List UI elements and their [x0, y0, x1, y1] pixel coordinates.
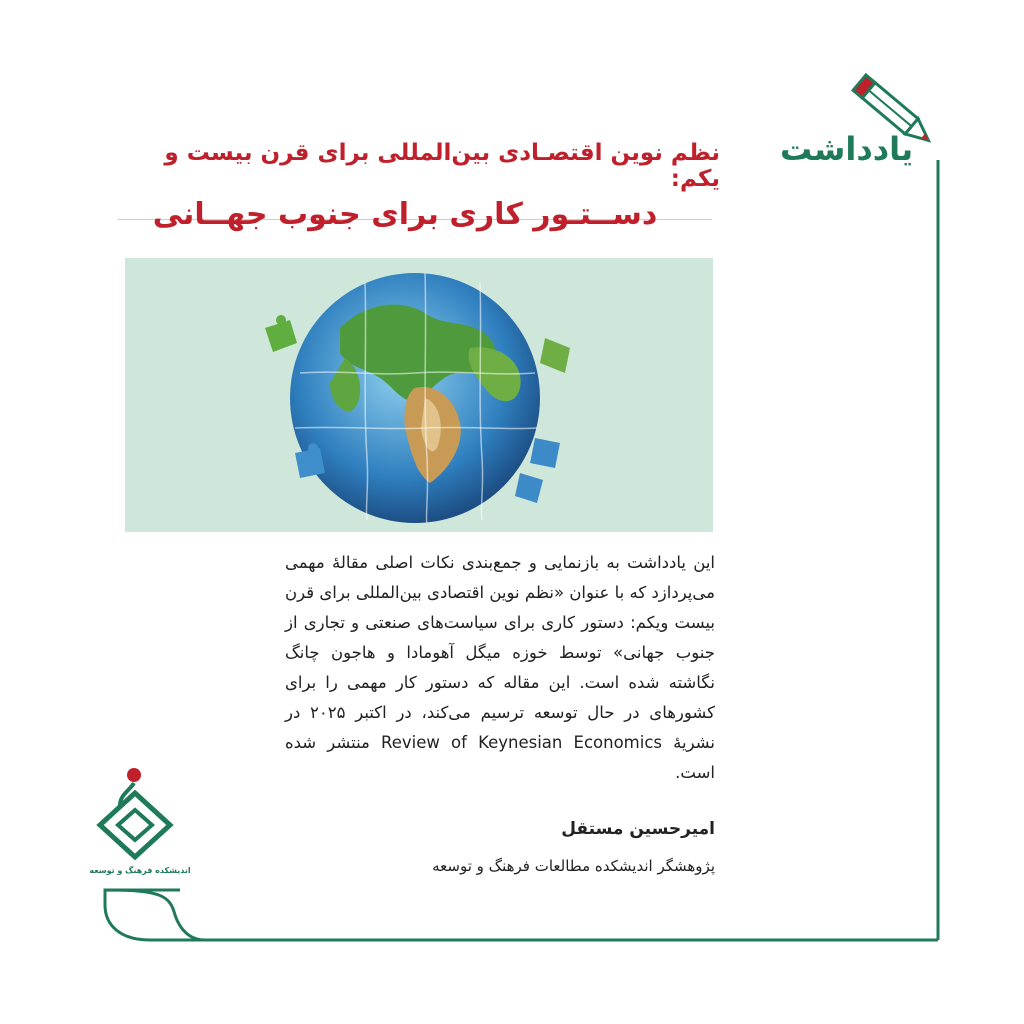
title-line-2: دســتـور کاری برای جنوب جهــانی — [152, 197, 658, 232]
puzzle-piece — [515, 473, 543, 503]
author-affiliation: پژوهشگر اندیشکده مطالعات فرهنگ و توسعه — [432, 857, 715, 875]
puzzle-globe-icon — [125, 258, 713, 532]
puzzle-piece — [265, 315, 297, 352]
note-tag-label: یادداشت — [780, 130, 914, 168]
puzzle-piece — [540, 338, 570, 373]
body-paragraph: این یادداشت به بازنمایی و جمع‌بندی نکات اصلی مقالهٔ مهمی می‌پردازد که با عنوان «نظم نوین اقتصادی بین‌المللی برای قرن بیست ویکم: دستور کاری برای سیاست‌های صنعتی و تجاری از جنوب جهانی» توسط خوزه میگل آهومادا و ها‌جون چانگ نگاشته شده است. این مقاله که دستور کار مهمی را برای کشورهای در حال توسعه ترسیم می‌کند، در اکتبر ۲۰۲۵ در نشریهٔ Review of Keynesian Economics منتشر شده است. — [285, 553, 715, 782]
puzzle-piece — [530, 438, 560, 468]
hero-image — [125, 258, 713, 532]
logo-caption: اندیشکده فرهنگ و توسعه — [89, 866, 191, 875]
title-line-1: نظم نوین اقتصـادی بین‌المللی برای قرن بیست و یکم: — [164, 140, 720, 192]
think-tank-logo-icon — [90, 765, 180, 870]
author-name: امیرحسین مستقل — [561, 819, 715, 839]
